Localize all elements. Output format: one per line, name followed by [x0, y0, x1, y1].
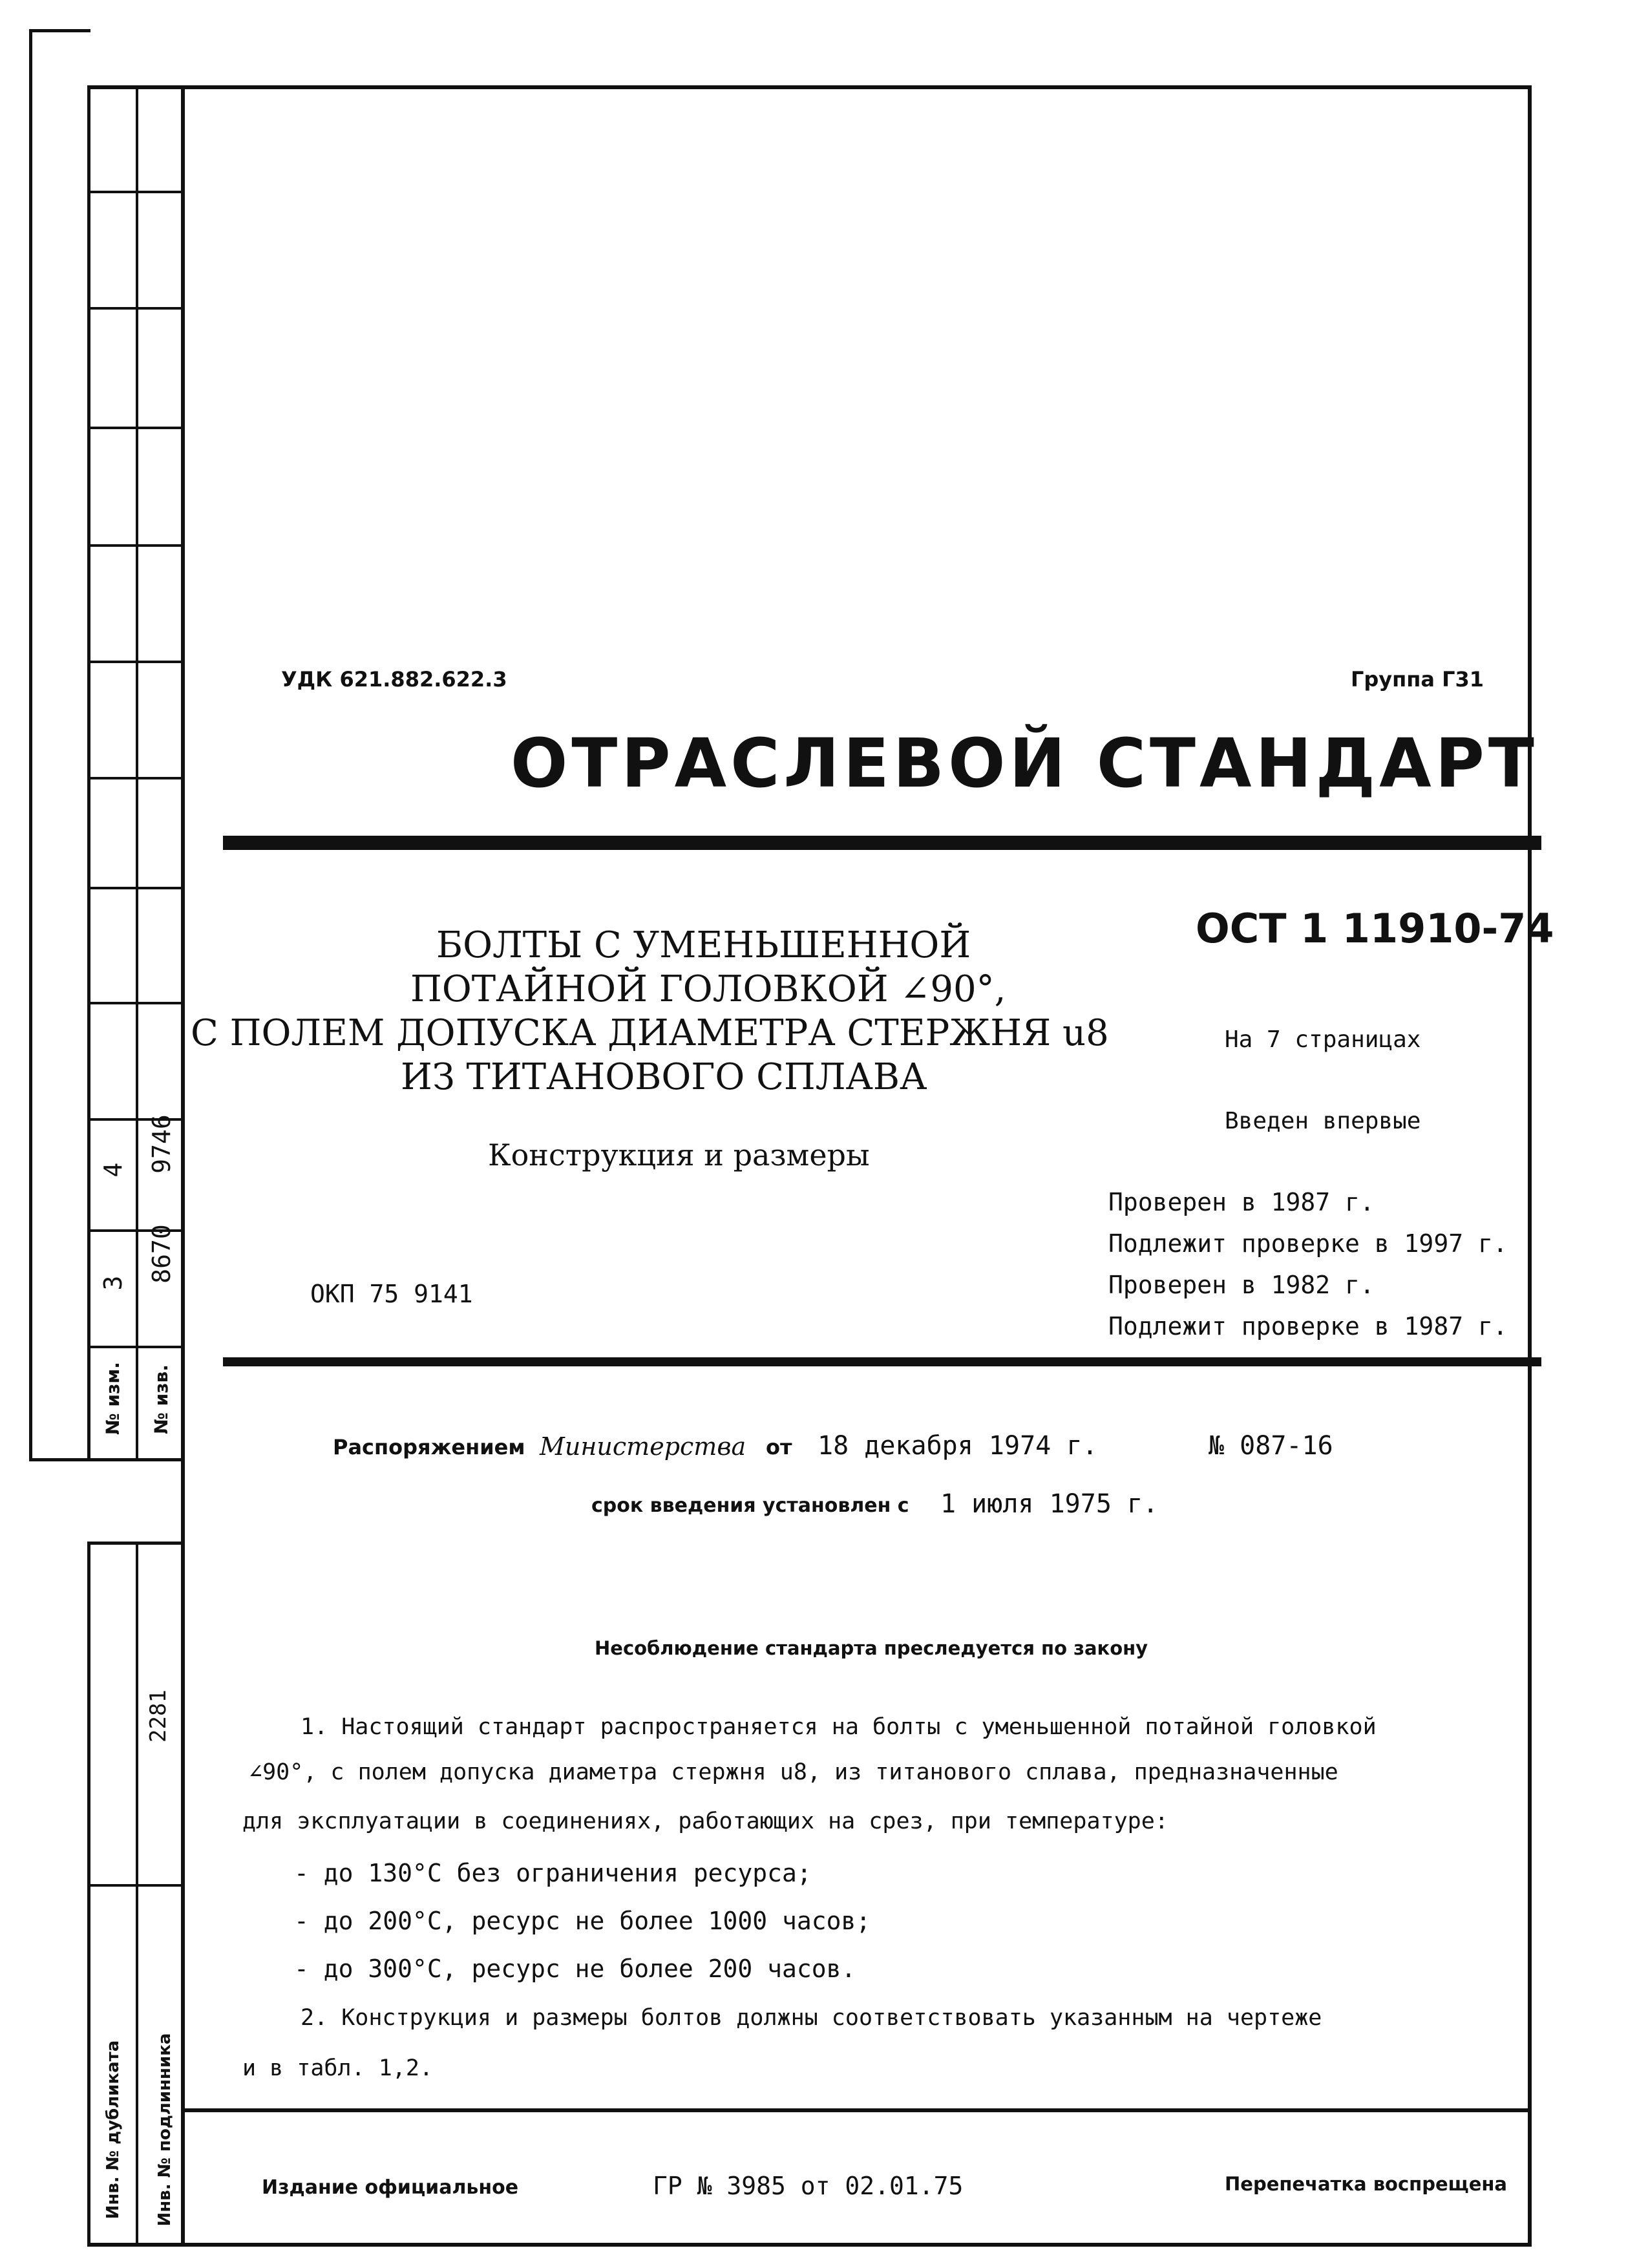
document-title: ОТРАСЛЕВОЙ СТАНДАРТ [511, 724, 1538, 803]
margin-cell-line [87, 661, 184, 663]
list-item-2: - до 200°С, ресурс не более 1000 часов; [294, 1907, 871, 1935]
margin-cell-line [87, 427, 184, 429]
order-number: № 087-16 [1209, 1431, 1333, 1461]
order-ministry: Министерства [540, 1432, 746, 1461]
legal-warning: Несоблюдение стандарта преследуется по закону [595, 1637, 1148, 1659]
margin-cell-line [87, 887, 184, 889]
margin-cell-line [87, 777, 184, 779]
footer-rule [181, 2108, 1532, 2112]
order-label: Распоряжением [333, 1435, 525, 1459]
margin-notch-top [29, 29, 90, 32]
paragraph-2-line-1: 2. Конструкция и размеры болтов должны соответствовать указанным на чертеже [301, 2005, 1322, 2031]
notice-number-8670: 8670 [147, 1224, 176, 1284]
frame-bottom [87, 2243, 1532, 2247]
paragraph-1-line-1: 1. Настоящий стандарт распространяется на болты с уменьшенной потайной головкой [301, 1714, 1377, 1740]
inventory-number: 2281 [145, 1690, 171, 1743]
frame-top [87, 85, 1532, 89]
margin-lower-top [87, 1542, 184, 1545]
paragraph-1-line-2: ∠90°, с полем допуска диаметра стержня u8, из титанового сплава, предназначенные [249, 1759, 1338, 1785]
official-edition: Издание официальное [262, 2176, 519, 2199]
label-duplicate-inventory: Инв. № дубликата [103, 2040, 123, 2220]
margin-cell-line [29, 1458, 184, 1461]
standard-title-line-3: С ПОЛЕМ ДОПУСКА ДИАМЕТРА СТЕРЖНЯ u8 [191, 1012, 1109, 1054]
page-count: На 7 страницах [1225, 1026, 1421, 1053]
reprint-prohibited: Перепечатка воспрещена [1225, 2173, 1507, 2195]
frame-left [87, 85, 90, 1458]
margin-cell-line [87, 307, 184, 310]
margin-col-divider-lower [136, 1542, 138, 2247]
list-item-3: - до 300°С, ресурс не более 200 часов. [294, 1955, 856, 1983]
margin-cell-line [87, 1002, 184, 1004]
change-number-3: 3 [99, 1275, 127, 1291]
term-label: срок введения установлен с [591, 1494, 909, 1517]
term-date: 1 июля 1975 г. [940, 1489, 1159, 1519]
row-label-change: № изм. [102, 1362, 123, 1435]
list-item-1: - до 130°С без ограничения ресурса; [294, 1859, 812, 1887]
gr-registration: ГР № 3985 от 02.01.75 [653, 2172, 964, 2200]
paragraph-1-line-3: для эксплуатации в соединениях, работающих на срез, при температуре: [242, 1808, 1168, 1834]
margin-cell-line [87, 191, 184, 193]
title-rule [223, 836, 1541, 850]
paragraph-2-line-2: и в табл. 1,2. [242, 2055, 434, 2081]
check-line-2: Подлежит проверке в 1997 г. [1108, 1229, 1508, 1258]
notice-number-9746: 9746 [147, 1114, 176, 1174]
standard-number: ОСТ 1 11910-74 [1196, 905, 1554, 952]
row-label-notice: № изв. [151, 1364, 172, 1434]
margin-cell-line [87, 544, 184, 547]
standard-title-line-1: БОЛТЫ С УМЕНЬШЕННОЙ [436, 924, 971, 966]
frame-left-lower [87, 1542, 90, 2247]
order-date: 18 декабря 1974 г. [818, 1431, 1098, 1461]
margin-col-divider [136, 85, 138, 1458]
section-rule [223, 1357, 1541, 1366]
order-from: от [766, 1435, 792, 1459]
check-line-3: Проверен в 1982 г. [1108, 1271, 1375, 1299]
group-code: Группа Г31 [1351, 667, 1484, 692]
margin-cell-line [87, 1346, 184, 1348]
standard-title-line-4: ИЗ ТИТАНОВОГО СПЛАВА [401, 1056, 927, 1098]
standard-title-line-2: ПОТАЙНОЙ ГОЛОВКОЙ ∠90°, [410, 968, 1006, 1010]
introduced-first: Введен впервые [1225, 1108, 1421, 1134]
margin-notch [29, 29, 32, 1461]
check-line-4: Подлежит проверке в 1987 г. [1108, 1312, 1508, 1341]
margin-lower-cell [87, 1884, 184, 1887]
label-original-inventory: Инв. № подлинника [155, 2033, 174, 2227]
okp-code: ОКП 75 9141 [310, 1280, 473, 1308]
check-line-1: Проверен в 1987 г. [1108, 1188, 1375, 1216]
change-number-4: 4 [99, 1162, 127, 1178]
standard-subtitle: Конструкция и размеры [488, 1138, 870, 1172]
udk-code: УДК 621.882.622.3 [281, 667, 507, 692]
frame-right [1528, 85, 1532, 2247]
